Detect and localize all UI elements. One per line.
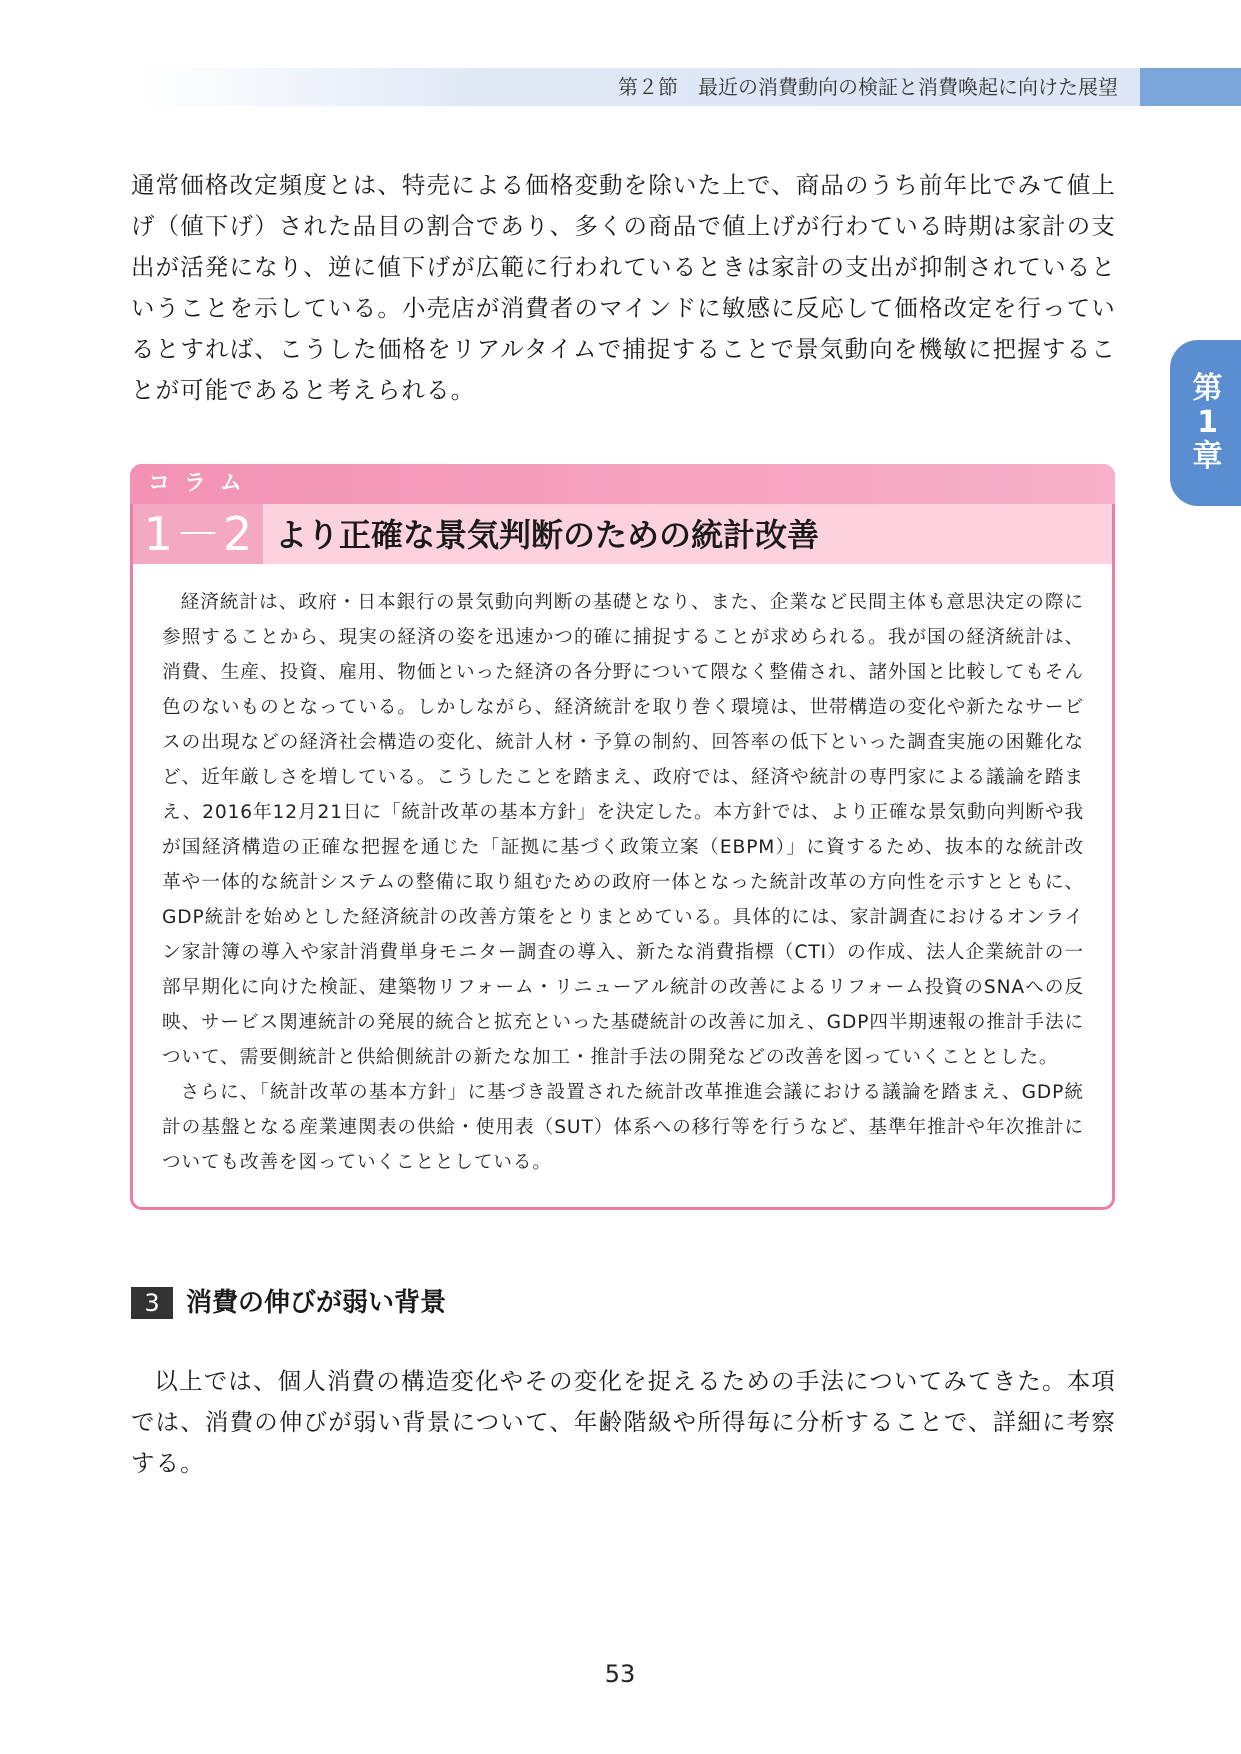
header-tab-marker	[1140, 68, 1241, 106]
column-paragraph: 経済統計は、政府・日本銀行の景気動向判断の基礎となり、また、企業など民間主体も意思決定の際に参照することから、現実の経済の姿を迅速かつ的確に捕捉することが求められる。我が国の経済統計は、消費、生産、投資、雇用、物価といった経済の各分野について隈なく整備され、諸外国と比較してもそん色のないものとなっている。しかしながら、経済統計を取り巻く環境は、世帯構造の変化や新たなサービスの出現などの経済社会構造の変化、統計人材・予算の制約、回答率の低下といった調査実施の困難化など、近年厳しさを増している。こうしたことを踏まえ、政府では、経済や統計の専門家による議論を踏まえ、2016年12月21日に「統計改革の基本方針」を決定した。本方針では、より正確な景気動向判断や我が国経済構造の正確な把握を通じた「証拠に基づく政策立案（EBPM）」に資するため、抜本的な統計改革や一体的な統計システムの整備に取り組むための政府一体となった統計改革の方向性を示すとともに、GDP統計を始めとした経済統計の改善方策をとりまとめている。具体的には、家計調査におけるオンライン家計簿の導入や家計消費単身モニター調査の導入、新たな消費指標（CTI）の作成、法人企業統計の一部早期化に向けた検証、建築物リフォーム・リニューアル統計の改善によるリフォーム投資のSNAへの反映、サービス関連統計の発展的統合と拡充といった基礎統計の改善に加え、GDP四半期速報の推計手法について、需要側統計と供給側統計の新たな加工・推計手法の開発などの改善を図っていくこととした。	[162, 592, 1084, 1068]
column-title: より正確な景気判断のための統計改善	[275, 516, 820, 554]
column-number: 1－2	[143, 507, 255, 561]
section-heading: 消費の伸びが弱い背景	[186, 1288, 447, 1318]
page-number: 53	[604, 1660, 636, 1688]
column-header-bar	[130, 464, 1115, 504]
intro-paragraph: 通常価格改定頻度とは、特売による価格変動を除いた上で、商品のうち前年比でみて値上げ（値下げ）された品目の割合であり、多くの商品で値上げが行わている時期は家計の支出が活発になり、逆に値下げが広範に行われているときは家計の支出が抑制されているということを示している。小売店が消費者のマインドに敏感に反応して価格改定を行っているとすれば、こうした価格をリアルタイムで捕捉することで景気動向を機敏に把握することが可能であると考えられる。	[131, 171, 1116, 404]
section-number-badge: 3	[131, 1287, 173, 1319]
chapter-tab-line3: 章	[1192, 439, 1223, 474]
closing-paragraph: 以上では、個人消費の構造変化やその変化を捉えるための手法についてみてきた。本項では、消費の伸びが弱い背景について、年齢階級や所得毎に分析することで、詳細に考察する。	[131, 1367, 1116, 1477]
running-header: 第２節 最近の消費動向の検証と消費喚起に向けた展望	[618, 75, 1118, 99]
chapter-tab-line1: 第	[1192, 371, 1223, 406]
chapter-tab-line2: 1	[1197, 405, 1218, 440]
column-body	[162, 585, 1084, 1180]
column-paragraph: さらに、「統計改革の基本方針」に基づき設置された統計改革推進会議における議論を踏まえ、GDP統計の基盤となる産業連関表の供給・使用表（SUT）体系への移行等を行うなど、基準年推計や年次推計についても改善を図っていくこととしている。	[162, 1082, 1084, 1173]
column-label: コラム	[148, 471, 256, 496]
chapter-tab	[1170, 340, 1241, 506]
